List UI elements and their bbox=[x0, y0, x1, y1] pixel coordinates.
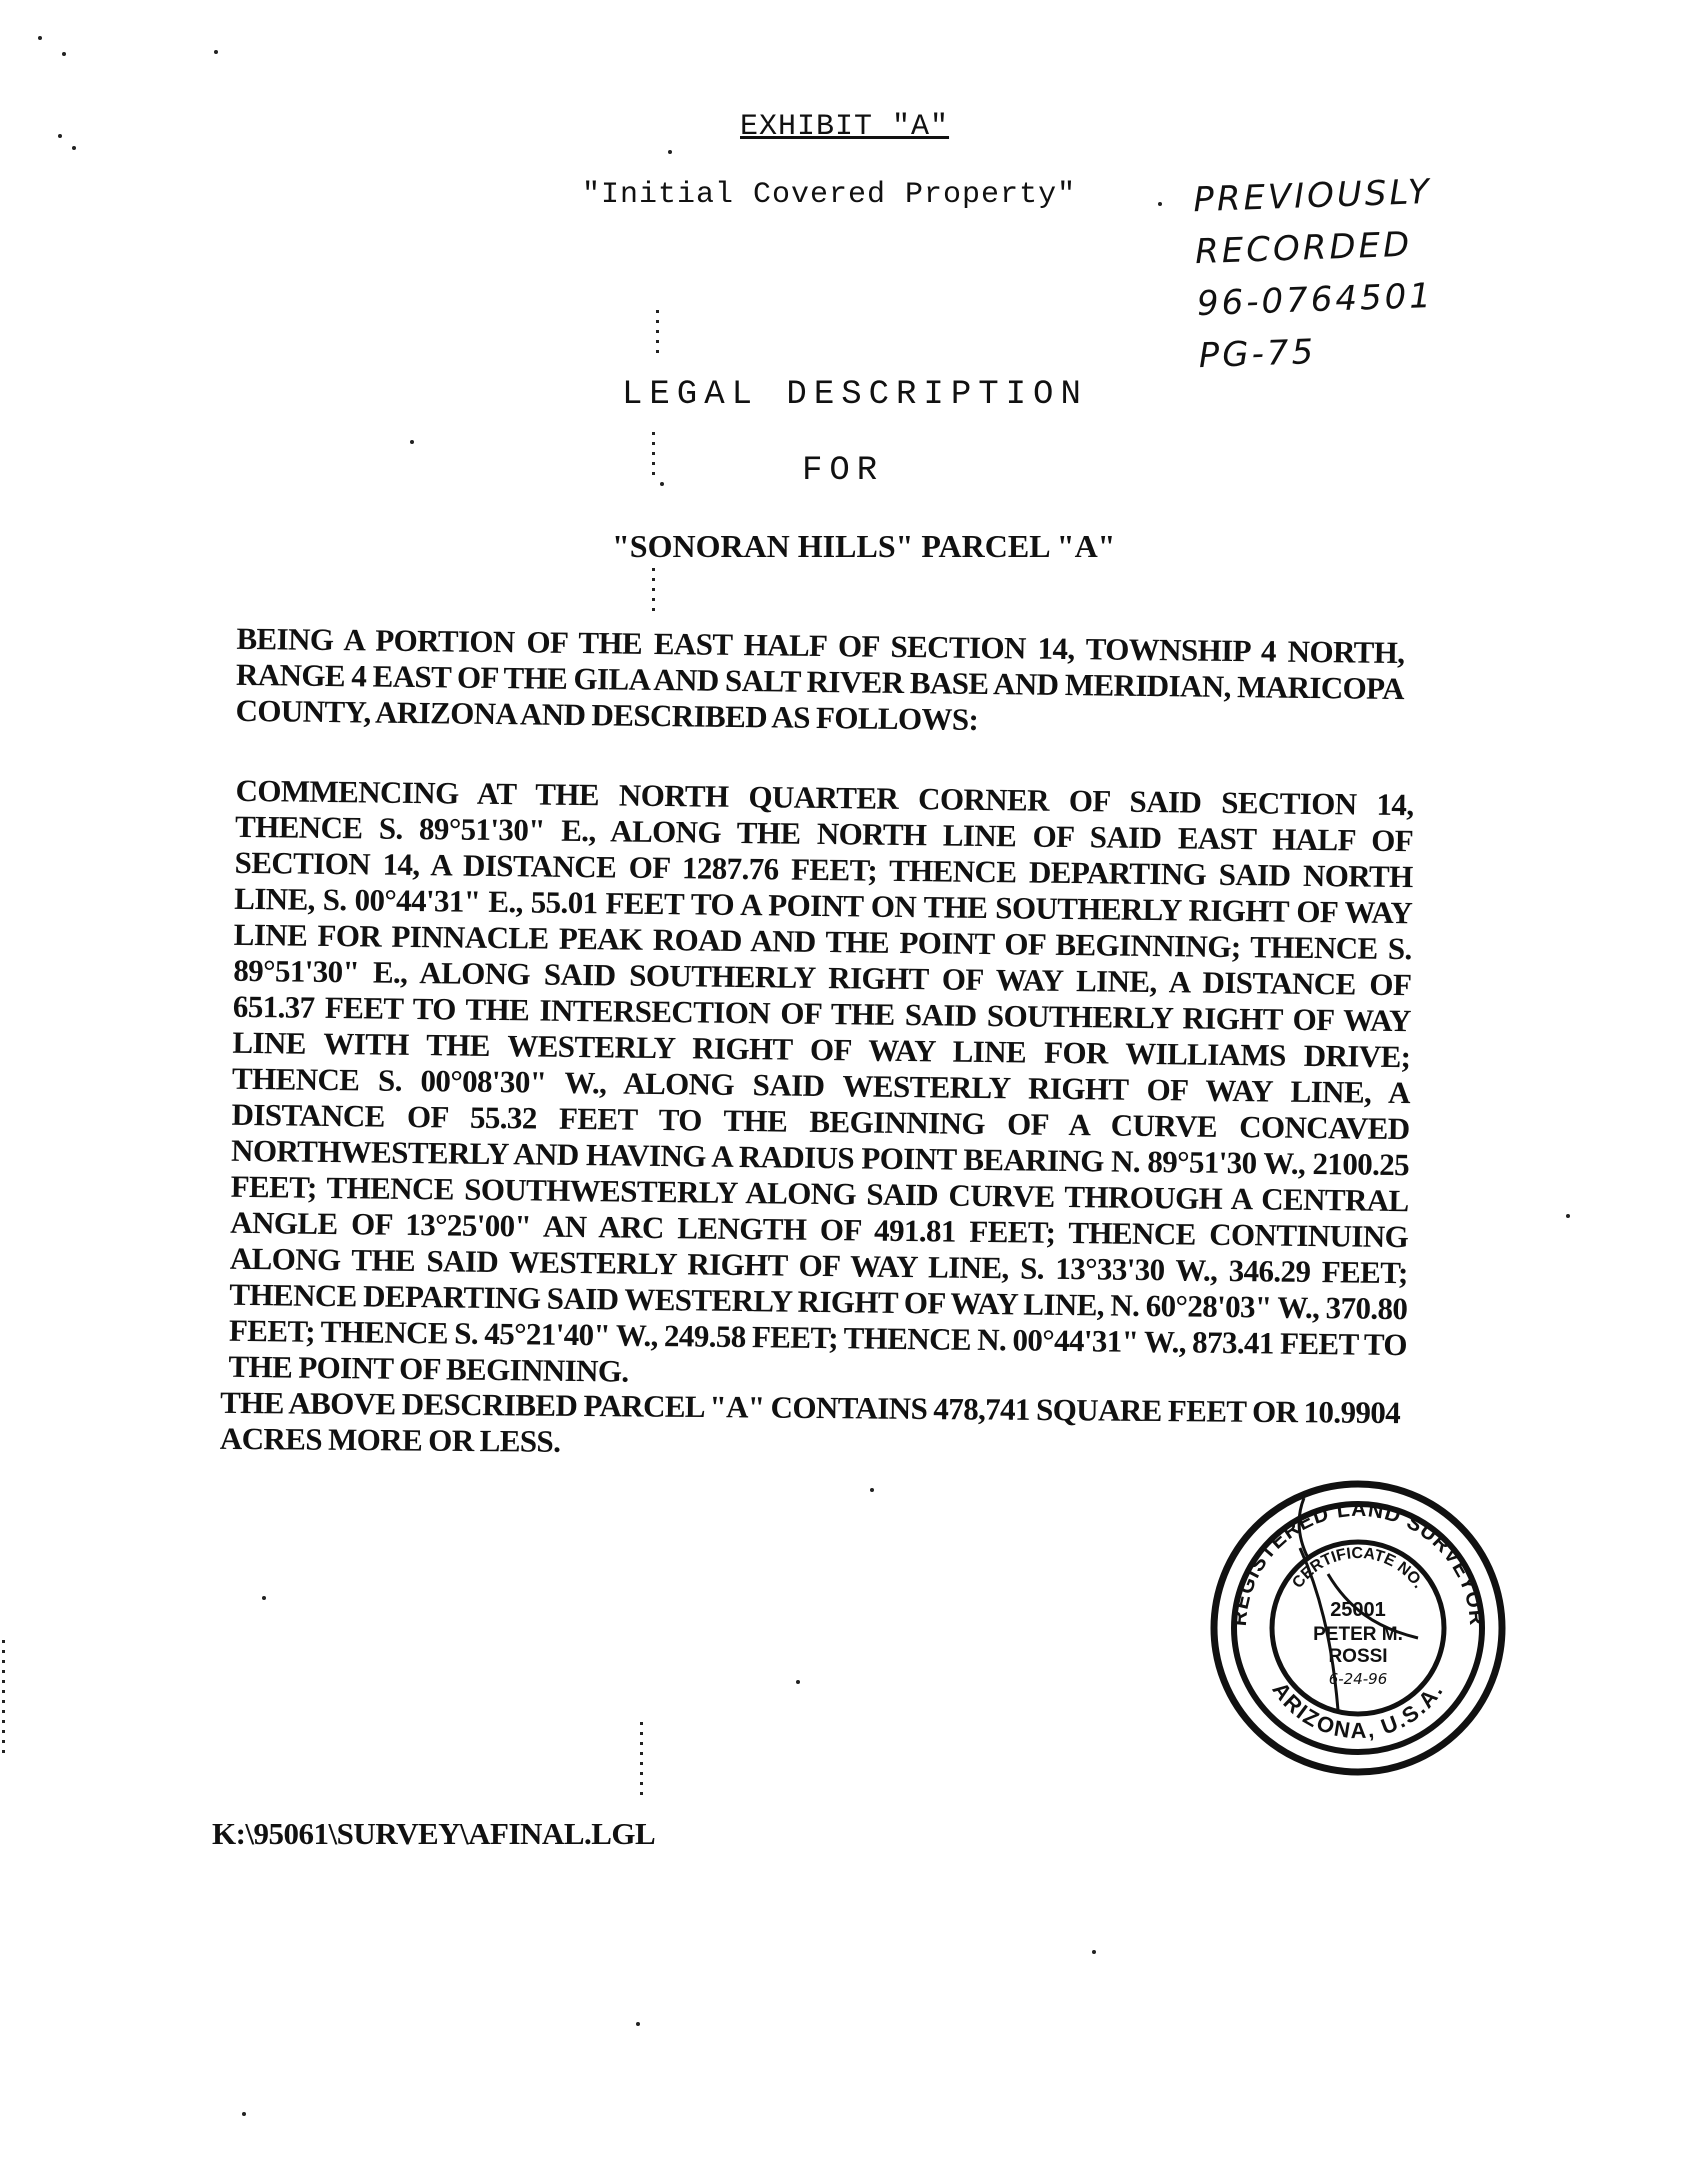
intro-paragraph: BEING A PORTION OF THE EAST HALF OF SECTION 14, TOWNSHIP 4 NORTH, RANGE 4 EAST OF THE GILA AND SALT RIVER BASE AND MERIDIAN, MARICOPA COUNTY, ARIZONA AND DESCRIBED AS FOLLOWS: bbox=[235, 620, 1405, 737]
seal-signature-date: 6-24-96 bbox=[1328, 1670, 1388, 1688]
annotation-line-2: RECORDED bbox=[1194, 224, 1413, 273]
seal-inner-top-text: CERTIFICATE NO. bbox=[1289, 1544, 1427, 1592]
annotation-line-3: 96-0764501 bbox=[1196, 275, 1435, 325]
exhibit-subtitle: "Initial Covered Property" bbox=[582, 178, 1077, 212]
parcel-heading: "SONORAN HILLS" PARCEL "A" bbox=[612, 528, 1116, 564]
handwritten-recording-note bbox=[1192, 166, 1438, 382]
metes-bounds-paragraph: COMMENCING AT THE NORTH QUARTER CORNER OF SAID SECTION 14, THENCE S. 89°51'30" E., ALONG THE NORTH LINE OF SAID EAST HALF OF SECTION 14, A DISTANCE OF 1287.76 FEET; THENCE DEPARTING SAID NORTH LINE, S. 00°44'31" E., 55.01 FEET TO A POINT ON THE SOUTHERLY RIGHT OF WAY LINE FOR PINNACLE PEAK ROAD AND THE POINT OF BEGINNING; THENCE S. 89°51'30" E., ALONG SAID SOUTHERLY RIGHT OF WAY LINE, A DISTANCE OF 651.37 FEET TO THE INTERSECTION OF THE SAID SOUTHERLY RIGHT OF WAY LINE WITH THE WESTERLY RIGHT OF WAY LINE FOR WILLIAMS DRIVE; THENCE S. 00°08'30" W., ALONG SAID WESTERLY RIGHT OF WAY LINE, A DISTANCE OF 55.32 FEET TO THE BEGINNING OF A CURVE CONCAVED NORTHWESTERLY AND HAVING A RADIUS POINT BEARING N. 89°51'30 W., 2100.25 FEET; THENCE SOUTHWESTERLY ALONG SAID CURVE THROUGH A CENTRAL ANGLE OF 13°25'00" AN ARC LENGTH OF 491.81 FEET; THENCE CONTINUING ALONG THE SAID WESTERLY RIGHT OF WAY LINE, S. 13°33'30 W., 346.29 FEET; THENCE DEPARTING SAID WESTERLY RIGHT OF WAY LINE, N. 60°28'03" W., 370.80 FEET; THENCE S. 45°21'40" W., 249.58 FEET; THENCE N. 00°44'31" W., 873.41 FEET TO THE POINT OF BEGINNING. bbox=[228, 772, 1414, 1389]
annotation-line-1: PREVIOUSLY bbox=[1192, 171, 1433, 221]
exhibit-title: EXHIBIT "A" bbox=[740, 110, 950, 144]
seal-outer-bottom-text: ARIZONA, U.S.A. bbox=[1267, 1677, 1449, 1744]
area-paragraph: THE ABOVE DESCRIBED PARCEL "A" CONTAINS 478,741 SQUARE FEET OR 10.9904 ACRES MORE OR LESS. bbox=[219, 1384, 1401, 1459]
for-heading: FOR bbox=[802, 452, 885, 490]
annotation-line-4: PG-75 bbox=[1198, 332, 1317, 377]
seal-outer-top-text: REGISTERED LAND SURVEYOR bbox=[1227, 1497, 1489, 1627]
seal-name-line-1: PETER M. bbox=[1313, 1624, 1403, 1645]
file-path: K:\95061\SURVEY\AFINAL.LGL bbox=[212, 1816, 656, 1851]
surveyor-seal-stamp bbox=[1208, 1478, 1508, 1778]
legal-description-heading: LEGAL DESCRIPTION bbox=[622, 376, 1088, 414]
seal-certificate-number: 25001 bbox=[1330, 1599, 1386, 1621]
seal-name-line-2: ROSSI bbox=[1328, 1646, 1388, 1667]
